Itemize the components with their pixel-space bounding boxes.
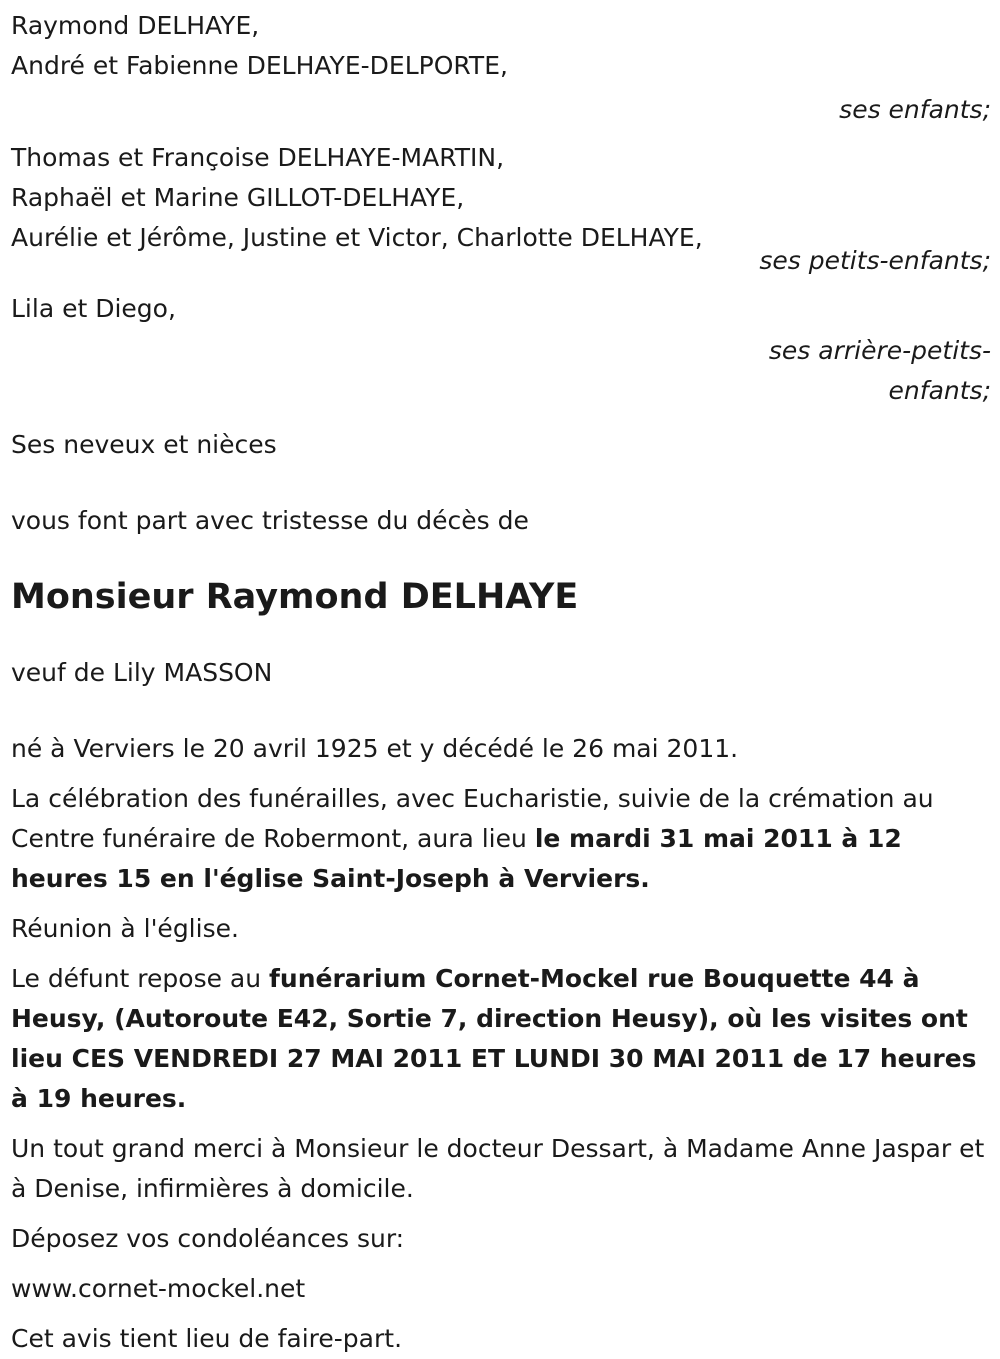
funeral-paragraph	[11, 779, 991, 899]
rest-text: Le défunt repose au	[11, 964, 270, 993]
family-line: Lila et Diego,	[11, 294, 176, 323]
relation-label: ses petits-enfants;	[759, 246, 991, 275]
children-section	[11, 6, 991, 130]
relation-label: enfants;	[888, 376, 991, 405]
announcement-line: vous font part avec tristesse du décès de	[11, 506, 529, 535]
relation-label: ses arrière-petits-	[768, 336, 991, 365]
relation-label: ses enfants;	[839, 95, 991, 124]
rest-location-visits: funérarium Cornet-Mockel rue Bouquette 44 à Heusy, (Autoroute E42, Sortie 7, direction Heusy), où les visites ont lieu CES VENDREDI 27 MAI 2011 ET LUNDI 30 MAI 2011 de 17 heures à 19 heures.	[11, 964, 977, 1113]
funeral-date-place: le mardi 31 mai 2011 à 12 heures 15 en l'église Saint-Joseph à Verviers.	[11, 824, 902, 893]
thanks-paragraph: Un tout grand merci à Monsieur le docteur Dessart, à Madame Anne Jaspar et à Denise, infirmières à domicile.	[11, 1134, 985, 1203]
nephews-line: Ses neveux et nièces	[11, 430, 277, 459]
deceased-name: Monsieur Raymond DELHAYE	[11, 577, 579, 617]
rest-paragraph	[11, 959, 991, 1119]
funeral-text: La célébration des funérailles, avec Eucharistie, suivie de la crémation au Centre funéraire de Robermont, aura lieu	[11, 784, 934, 853]
widower-line: veuf de Lily MASSON	[11, 658, 273, 687]
meeting-paragraph: Réunion à l'église.	[11, 914, 239, 943]
family-line: Aurélie et Jérôme, Justine et Victor, Charlotte DELHAYE,	[11, 223, 703, 252]
birth-death-paragraph: né à Verviers le 20 avril 1925 et y décédé le 26 mai 2011.	[11, 734, 739, 763]
family-line: Raymond DELHAYE,	[11, 11, 260, 40]
condolences-label: Déposez vos condoléances sur:	[11, 1224, 405, 1253]
great-grandchildren-section	[11, 289, 991, 411]
family-line: André et Fabienne DELHAYE-DELPORTE,	[11, 51, 508, 80]
family-line: Thomas et Françoise DELHAYE-MARTIN,	[11, 143, 505, 172]
obituary-notice	[11, 6, 991, 1359]
grandchildren-section	[11, 138, 991, 281]
website-link[interactable]: www.cornet-mockel.net	[11, 1274, 306, 1303]
closing-line: Cet avis tient lieu de faire-part.	[11, 1324, 403, 1353]
family-line: Raphaël et Marine GILLOT-DELHAYE,	[11, 183, 465, 212]
details-section	[11, 729, 991, 1359]
